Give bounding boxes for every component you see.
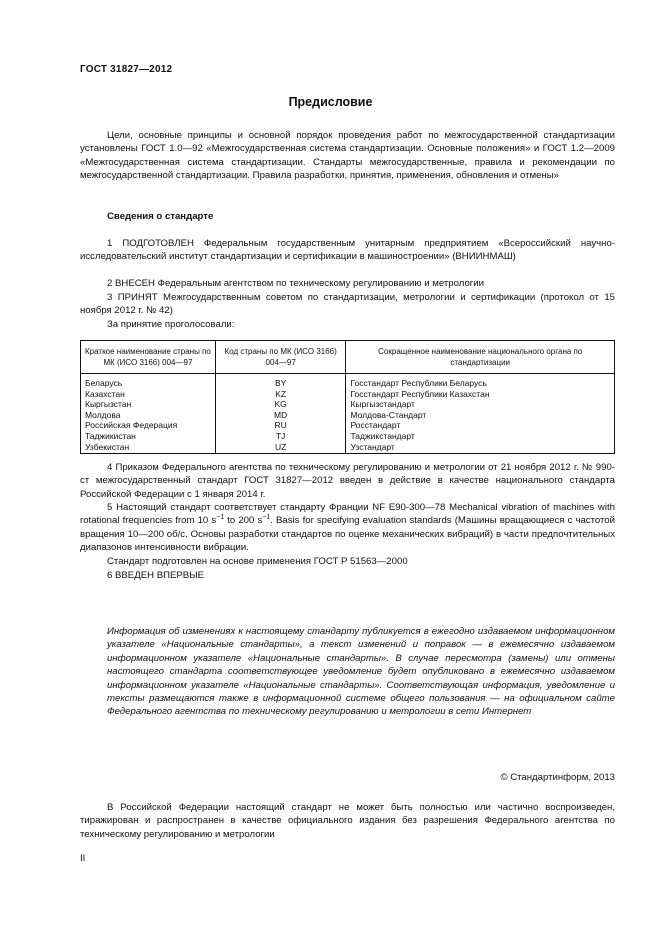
superscript-exponent: −1 <box>262 514 271 522</box>
body-cell: Госстандарт Республики Беларусь <box>346 374 615 389</box>
code-cell: UZ <box>215 442 346 454</box>
country-cell: Узбекистан <box>81 442 216 454</box>
copyright-notice: © Стандартинформ, 2013 <box>500 772 615 783</box>
body-cell: Таджикстандарт <box>346 431 615 442</box>
code-cell: BY <box>215 374 346 389</box>
item-5-correspondence <box>80 501 615 554</box>
body-cell: Молдова-Стандарт <box>346 410 615 421</box>
table-row <box>81 410 615 421</box>
item-4-enactment: 4 Приказом Федерального агентства по техническому регулированию и метрологии от 21 ноября 2012 г. № 990-ст межгосударственный стандарт ГОСТ 31827—2012 введен в действие в качестве национального стандарта Российской Федерации с 1 января 2014 г. <box>80 462 615 500</box>
country-cell: Кыргызстан <box>81 399 216 410</box>
code-cell: KZ <box>215 389 346 400</box>
header-national-body: Сокращенное наименование национального органа по стандартизации <box>346 341 615 374</box>
prepared-basis: Стандарт подготовлен на основе применения ГОСТ Р 51563—2000 <box>107 556 408 567</box>
item-5-text-b: to 200 s <box>224 515 263 527</box>
superscript-exponent: −1 <box>216 514 225 522</box>
reproduction-restriction: В Российской Федерации настоящий стандарт не может быть полностью или частично воспроизведен, тиражирован и распространен в качестве официального издания без разрешения Федерального агентства по техническому регулированию и метрологии <box>80 802 615 840</box>
item-1-prepared-by: 1 ПОДГОТОВЛЕН Федеральным государственным унитарным предприятием «Всероссийский научно-исследовательский институт стандартизации и сертификации в машиностроении» (ВНИИНМАШ) <box>80 238 615 263</box>
vote-table-header-row <box>81 341 615 374</box>
item-5-text-c: . Basis for specifying evaluation standards (Машины вращающиеся с частотой вращения 10—200 об/с. Основы разработки стандартов по оценке механических вибраций) в части предпочтительных диапазонов интенсивности вибрации. <box>80 515 615 553</box>
page-number: II <box>80 853 86 864</box>
body-cell: Кыргызстандарт <box>346 399 615 410</box>
header-country-code: Код страны по МК (ИСО 3166) 004—97 <box>215 341 346 374</box>
code-cell: RU <box>215 420 346 431</box>
table-row <box>81 389 615 400</box>
table-row <box>81 431 615 442</box>
vote-label: За принятие проголосовали: <box>107 319 235 330</box>
body-cell: Росстандарт <box>346 420 615 431</box>
country-cell: Беларусь <box>81 374 216 389</box>
vote-table <box>80 340 615 454</box>
country-cell: Таджикистан <box>81 431 216 442</box>
code-cell: KG <box>215 399 346 410</box>
item-3-adopted-by: 3 ПРИНЯТ Межгосударственным советом по стандартизации, метрологии и сертификации (протокол от 15 ноября 2012 г. № 42) <box>80 292 615 317</box>
code-cell: TJ <box>215 431 346 442</box>
change-notice-paragraph: Информация об изменениях к настоящему стандарту публикуется в ежегодно издаваемом информационном указателе «Национальные стандарты», а текст изменений и поправок — в ежемесячно издаваемом информационном указателе «Национальные стандарты». В случае пересмотра (замены) или отмены настоящего стандарта соответствующее уведомление будет опубликовано в ежемесячно издаваемом информационном указателе «Национальные стандарты». Соответствующая информация, уведомление и тексты размещаются также в информационной системе общего пользования — на официальном сайте Федерального агентства по техническому регулированию и метрологии в сети Интернет <box>107 626 615 718</box>
country-cell: Российская Федерация <box>81 420 216 431</box>
table-row <box>81 374 615 389</box>
item-2-submitted-by: 2 ВНЕСЕН Федеральным агентством по техническому регулированию и метрологии <box>107 278 485 289</box>
body-cell: Узстандарт <box>346 442 615 454</box>
table-row <box>81 399 615 410</box>
table-row <box>81 442 615 454</box>
header-country-name: Краткое наименование страны по МК (ИСО 3166) 004—97 <box>81 341 216 374</box>
intro-paragraph: Цели, основные принципы и основной порядок проведения работ по межгосударственной стандартизации установлены ГОСТ 1.0—92 «Межгосударственная система стандартизации. Основные положения» и ГОСТ 1.2—2009 «Межгосударственная система стандартизации. Стандарты межгосударственные, правила и рекомендации по межгосударственной стандартизации. Правила разработки, принятия, применения, обновления и отмены» <box>80 130 615 181</box>
table-row <box>81 420 615 431</box>
item-6-introduced: 6 ВВЕДЕН ВПЕРВЫЕ <box>107 570 205 581</box>
code-cell: MD <box>215 410 346 421</box>
country-cell: Казахстан <box>81 389 216 400</box>
item-5-text-a: 5 Настоящий стандарт соответствует стандарту Франции NF E90-300—78 Mechanical vibration of machines with rotational frequencies from 10 s <box>80 502 615 527</box>
country-cell: Молдова <box>81 410 216 421</box>
page-title: Предисловие <box>288 95 373 109</box>
standard-info-heading: Сведения о стандарте <box>107 211 214 222</box>
document-code: ГОСТ 31827—2012 <box>80 64 173 75</box>
body-cell: Госстандарт Республики Казахстан <box>346 389 615 400</box>
